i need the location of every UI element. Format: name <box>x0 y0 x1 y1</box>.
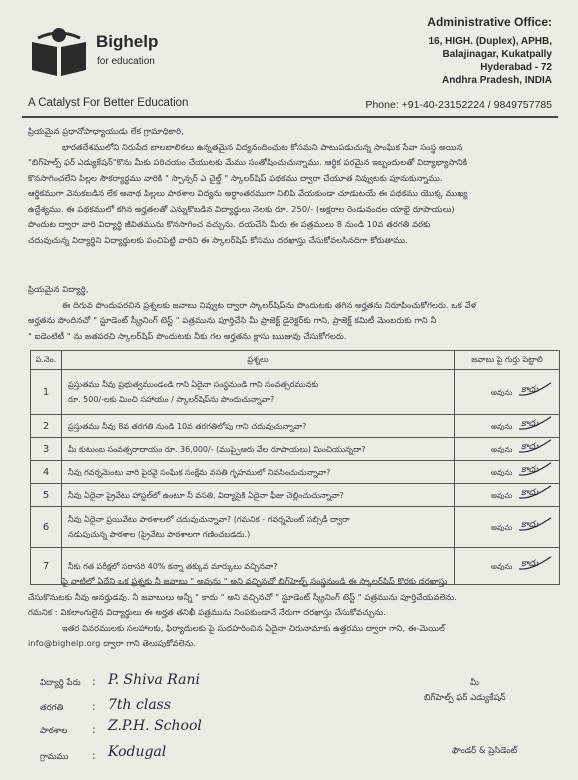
table-row <box>31 438 560 461</box>
table-row <box>31 484 560 507</box>
question-number: 2 <box>31 415 62 438</box>
class-value[interactable]: 7th class <box>108 697 172 713</box>
field-colon: : <box>92 675 96 688</box>
question-text <box>62 415 455 438</box>
village-value[interactable]: Kodugal <box>108 744 167 760</box>
brand-name: Bighelp <box>96 32 159 51</box>
question-number: 4 <box>31 461 62 484</box>
question-number: 5 <box>31 484 62 507</box>
table-row <box>31 415 560 438</box>
question-line: నీవు గవర్నమెంటు వారి పైరవై సంఘిక సంక్షేమ వసతి గృహములో నివసించుచున్నావా? <box>68 467 331 477</box>
answer-no-mark: కాదు <box>521 488 538 500</box>
question-number: 7 <box>31 548 62 585</box>
intro-line: ఆర్థికముగా వెనుకబడిన లేక అనాథ పిల్లలు పాఠశాల విద్యను అర్ధాంతరముగా నిలిపి వేయకుండా చూడుటయే ఈ పథకము యొక్క ముఖ్య <box>28 188 468 198</box>
answer-yes-label: అవును <box>491 422 513 432</box>
class-label: తరగతి <box>40 703 64 713</box>
question-line: మీ కుటుంబ సంవత్సరాదాయం రూ. 36,000/- (ముప్పైఆరు వేల రూపాయలు) మించియున్నదా? <box>68 444 366 454</box>
table-row <box>31 507 560 548</box>
question-number: 6 <box>31 507 62 548</box>
answer-yes-label: అవును <box>491 445 513 455</box>
answer-cell[interactable] <box>455 370 560 415</box>
intro-salutation: ప్రియమైన ప్రధానోపాధ్యాయుడు లేక గ్రామాధికారి, <box>28 126 184 136</box>
col-header-answer: జవాబు పై గుర్తు పెట్టాలి <box>455 351 560 370</box>
founder-title: ఫౌండర్ & ప్రెసిడెంట్ <box>452 746 518 756</box>
answer-no-mark: కాదు <box>521 419 538 431</box>
school-label: పాఠశాల <box>40 726 68 736</box>
bottom-instructions <box>28 574 552 652</box>
question-text <box>62 461 455 484</box>
answer-yes-label: అవును <box>491 523 513 533</box>
village-label: గ్రామము <box>40 752 69 762</box>
bighelp-logo <box>30 26 88 78</box>
intro-line: కొనసాగించలేని పిల్లల సౌకర్యార్థము వారికి " స్పాన్సర్ ఎ చైల్డ్ " స్కాలర్‌షిప్ పథకము ద్వారా చేయూత నివ్వుటకు పూనుకున్నాము. <box>28 172 443 183</box>
bottom-line: గమనిక : వికలాంగులైన విద్యార్థులు ఈ అర్హత తనిఖీ పత్రమును నింపకుండానే నేరుగా దరఖాస్తు చేసుకోవచ్చును. <box>28 607 386 617</box>
bottom-line: info@bighelp.org ద్వారా గాని తెలుపుకోవలెను. <box>28 638 197 648</box>
answer-cell[interactable] <box>455 507 560 548</box>
student-name-label: విద్యార్థి పేరు <box>40 678 81 688</box>
office-title: Administrative Office: <box>427 15 552 29</box>
answer-no-mark: కాదు <box>521 520 538 532</box>
answer-no-mark: కాదు <box>521 559 538 571</box>
field-colon: : <box>92 723 96 736</box>
question-number: 3 <box>31 438 62 461</box>
closing-word: మీ <box>470 678 479 688</box>
header-divider <box>22 116 558 118</box>
answer-cell[interactable] <box>455 438 560 461</box>
intro-line: భారతదేశములోని నిరుపేద బాలబాలికలు ఉన్నతమైన విద్యనందించుట కోసమని పాటుపడుచున్న సాంఘిక సేవా సంస్థ అయిన <box>62 141 463 152</box>
table-header-row <box>31 351 560 370</box>
address-line: Balajinagar, Kukatpally <box>442 49 552 60</box>
answer-yes-label: అవును <box>491 468 513 478</box>
answer-cell[interactable] <box>455 415 560 438</box>
questions-table <box>30 350 560 585</box>
field-colon: : <box>92 749 96 762</box>
org-signature: బిగ్‌హెల్ప్ ఫర్ ఎడ్యుకేషన్ <box>424 693 506 703</box>
question-line: నీవు ఏదైనా ప్రైవేటు హాస్టల్‌లో ఉంటూ నీ వసతి, విద్యాసైకి ఏదైనా ఫీజు చెల్లించుచున్నావా? <box>68 490 344 500</box>
student-line: అర్హతను పొందినచో " స్టూడెంట్ స్క్రీనింగ్ టెస్ట్ " పత్రమును పూర్తిచేసి మీ ప్రాజెక్ట్ డైరెక్టర్‌కు గాని, ప్రాజెక్ట్ కమిటీ మెంబరుకు గాని నీ <box>28 315 437 325</box>
question-line: నీకు గత పరీక్షలో సరాసరి 40% కన్నా తక్కువ మార్కులు వచ్చినవా? <box>68 561 278 571</box>
answer-yes-label: అవును <box>491 562 513 572</box>
student-line: ఈ దిగువ పొందుపరచిన ప్రశ్నలకు జవాబు నివ్వుట ద్వారా స్కాలర్‌షిప్‌ను పొందుటకు తగిన అర్హతను నిరూపించుకోగలరు. ఒక వేళ <box>62 299 477 310</box>
answer-no-mark: కాదు <box>521 385 538 397</box>
student-line: " ఐడెంటిటీ " ను జతపరచి స్కాలర్‌షిప్ పొందుటకు నీకు గల అర్హతను క్లాసు ఋజువు చేసుకోగలరు. <box>28 330 347 341</box>
answer-yes-label: అవును <box>491 491 513 501</box>
phone-number: Phone: +91-40-23152224 / 9849757785 <box>365 99 552 111</box>
school-value[interactable]: Z.P.H. School <box>108 718 202 734</box>
intro-line: చదువుచున్న విద్యార్థిని విద్యార్థులకు పంచిపెట్టి వారిని ఈ స్కాలర్‌షిప్ కోసము దరఖాస్తు చేసుకోవలసినదిగా కోరుతాము. <box>28 234 408 245</box>
question-text <box>62 484 455 507</box>
answer-no-mark: కాదు <box>521 465 538 477</box>
question-line: నీవు ఏదైనా ప్రయివేటు పాఠశాలలో చదువుచున్నావా? (గమనిక - గవర్నమెంట్ సబ్సిడీ ద్వారా <box>68 515 350 524</box>
question-text <box>62 507 455 548</box>
address-line: 16, HIGH. (Duplex), APHB, <box>428 36 552 47</box>
question-line: రూ. 500/-లకు మించి సహాయం / స్కాలర్‌షిప్‌ను పొందుచున్నావా? <box>68 395 275 404</box>
col-header-number: ప.నెం. <box>31 351 62 370</box>
table-row <box>31 461 560 484</box>
question-line: ప్రస్తుతము నీవు ప్రభుత్వముండండి గాని ఏదైనా సంస్థనుండి గాని సంవత్సరమునకు <box>68 380 319 389</box>
answer-no-mark: కాదు <box>521 442 538 454</box>
intro-line: "బిగ్‌హెల్ప్ ఫర్ ఎడ్యుకేషన్"కొను మీకు పరిచయం చేయుటకు మేము సంతోషించుచున్నాము. ఆర్థిక పరమైన ఇబ్బందులతో విద్యాభ్యాసానికి <box>28 157 468 167</box>
col-header-questions: ప్రశ్నలు <box>62 351 455 370</box>
address-line: Hyderabad - 72 <box>480 62 552 73</box>
office-address <box>427 16 552 87</box>
intro-line: ఉద్దేశ్యము. ఈ పథకములో కగిన అర్హతలతో ఎన్నుకొబడిన విద్యార్థులు నెలకు రూ. 250/- (అక్షరాల రెండువందల యాభై రూపాయలు) <box>28 203 455 214</box>
student-note <box>28 282 552 344</box>
tagline: A Catalyst For Better Education <box>28 97 189 109</box>
answer-cell[interactable] <box>455 484 560 507</box>
intro-letter <box>28 124 552 248</box>
student-salutation: ప్రియమైన విద్యార్థి, <box>28 284 89 294</box>
address-line: Andhra Pradesh, INDIA <box>441 75 552 86</box>
bottom-line: ఇతర వివరములకు సలహాలకు, ఫిర్యాదులకు పై సుదహరించిన ఏదైనా చిరునామాకు ఉత్తరము ద్వారా గాని, ఈ-మెయిల్ <box>62 622 446 633</box>
student-name-value[interactable]: P. Shiva Rani <box>108 672 200 688</box>
question-line: నడుపుచున్న పాఠశాల (ప్రైవేటు పాఠశాలగా గణించబడదు.) <box>68 530 251 539</box>
table-row <box>31 370 560 415</box>
question-line: ప్రస్తుతము నీవు 8వ తరగతి నుండి 10వ తరగతిలోపు గాని చదువుచున్నావా? <box>68 421 307 431</box>
question-text <box>62 438 455 461</box>
field-colon: : <box>92 700 96 713</box>
intro-line: పొందుట ద్వారా వారి విద్యార్థి జీవితమును కొనసాగించ వచ్చును. దయచేసి మీరు ఈ పత్రములు 8 నుండి 10వ తరగతి వరకు <box>28 219 431 229</box>
question-text <box>62 370 455 415</box>
bottom-line: పై వాటిలో ఏదేని ఒక ప్రశ్నకు నీ జవాబు " అవును " అని వచ్చినచో బిగ్‌హెల్ప్ సంస్థనుండి ఈ స్కాలర్‌షిప్ కొరకు దరఖాస్తు <box>62 576 448 586</box>
question-number: 1 <box>31 370 62 415</box>
answer-yes-label: అవును <box>491 388 513 398</box>
answer-cell[interactable] <box>455 461 560 484</box>
bottom-line: చేసుకొనుటకు నీవు అనర్హుడవు. నీ జవాబులు అన్నీ " కాదు " అని వచ్చినచో " స్టూడెంట్ స్క్రీనింగ్ టెస్ట్ " పత్రమును పూర్తిచేయవలెను. <box>28 591 457 602</box>
brand-subtitle: for education <box>97 56 155 67</box>
